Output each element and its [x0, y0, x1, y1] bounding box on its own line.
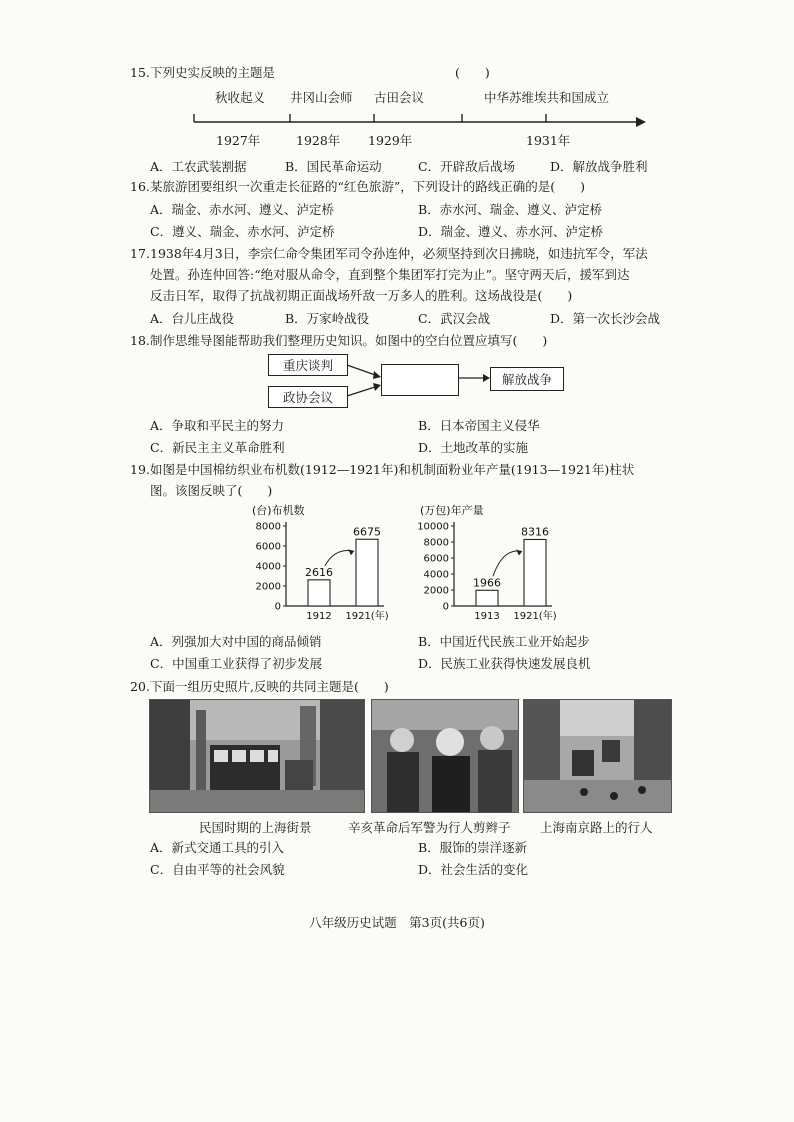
question-stem-line: 如图是中国棉纺织业布机数(1912—1921年)和机制面粉业年产量(1913—1921年)柱状 [150, 462, 635, 477]
timeline-axis [190, 104, 650, 134]
x-tick-label: 1921(年) [345, 611, 389, 622]
mindmap-box-zhengxie: 政协会议 [268, 386, 348, 408]
question-stem: 下列史实反映的主题是 [150, 65, 276, 80]
question-number: 16. [130, 179, 150, 194]
mindmap-box-jiefang: 解放战争 [490, 367, 564, 391]
bar [524, 539, 546, 606]
option-c: C．自由平等的社会风貌 [150, 862, 285, 877]
y-axis-label: (台)布机数 [252, 504, 305, 517]
trend-arrowhead [348, 549, 354, 555]
option-a: A．瑞金、赤水河、遵义、泸定桥 [150, 202, 335, 217]
y-tick-label: 6000 [423, 553, 449, 565]
option-d: D．社会生活的变化 [418, 862, 529, 877]
trend-arrowhead [516, 549, 522, 555]
timeline-year: 1927年 [216, 133, 261, 148]
mindmap-box-chongqing: 重庆谈判 [268, 354, 348, 376]
option-b: B．赤水河、瑞金、遵义、泸定桥 [418, 202, 603, 217]
timeline-event: 秋收起义 [215, 90, 266, 105]
option-a: A．新式交通工具的引入 [150, 840, 285, 855]
trend-arrow [493, 551, 522, 576]
y-tick-label: 8000 [255, 521, 281, 533]
x-tick-label: 1912 [306, 611, 332, 622]
option-a: A．工农武装割据 [150, 159, 247, 174]
question-stem-line: 处置。孙连仲回答:“绝对服从命令，直到整个集团军打完为止”。坚守两天后，援军到达 [150, 267, 630, 282]
question-18 [130, 330, 680, 351]
option-c: C．遵义、瑞金、赤水河、泸定桥 [150, 224, 335, 239]
question-stem: 制作思维导图能帮助我们整理历史知识。如图中的空白位置应填写( ) [150, 333, 548, 348]
question-number: 19. [130, 462, 150, 477]
x-tick-label: 1913 [474, 611, 500, 622]
y-tick-label: 2000 [423, 585, 449, 597]
option-b: B．服饰的崇洋逐新 [418, 840, 528, 855]
y-tick-label: 2000 [255, 581, 281, 593]
mindmap-arrows [346, 360, 492, 404]
option-c: C．武汉会战 [418, 311, 491, 326]
option-b: B．国民革命运动 [285, 159, 382, 174]
question-15 [130, 62, 680, 83]
question-16 [130, 176, 680, 197]
question-19 [130, 459, 680, 501]
question-17 [130, 243, 680, 306]
bar [476, 590, 498, 606]
page-footer: 八年级历史试题 第3页(共6页) [309, 915, 485, 930]
data-label: 8316 [521, 525, 549, 539]
y-tick-label: 0 [442, 601, 449, 613]
question-stem: 下面一组历史照片,反映的共同主题是( ) [150, 679, 389, 694]
question-number: 18. [130, 333, 150, 348]
y-tick-label: 4000 [423, 569, 449, 581]
bar-chart-looms [240, 500, 420, 626]
option-a: A．争取和平民主的努力 [150, 418, 285, 433]
photo-queue-cutting [371, 699, 519, 813]
photo-caption: 上海南京路上的行人 [540, 820, 653, 835]
photo-caption: 辛亥革命后军警为行人剪辫子 [348, 820, 511, 835]
option-d: D．瑞金、遵义、赤水河、泸定桥 [418, 224, 604, 239]
question-stem-line: 反击日军，取得了抗战初期正面战场歼敌一万多人的胜利。这场战役是( ) [150, 288, 573, 303]
bar [356, 539, 378, 606]
question-number: 20. [130, 679, 150, 694]
option-c: C．中国重工业获得了初步发展 [150, 656, 323, 671]
timeline-event: 中华苏维埃共和国成立 [484, 90, 610, 105]
y-axis-label: (万包)年产量 [420, 504, 484, 517]
option-b: B．日本帝国主义侵华 [418, 418, 540, 433]
y-tick-label: 6000 [255, 541, 281, 553]
question-20 [130, 676, 680, 697]
data-label: 2616 [305, 565, 333, 579]
y-tick-label: 10000 [417, 521, 449, 533]
y-tick-label: 0 [274, 601, 281, 613]
timeline-event: 井冈山会师 [290, 90, 353, 105]
photo-nanjing-road [523, 699, 672, 813]
x-tick-label: 1921(年) [513, 611, 557, 622]
y-tick-label: 4000 [255, 561, 281, 573]
bar-chart-flour [408, 500, 588, 626]
data-label: 6675 [353, 525, 381, 539]
timeline-event: 古田会议 [374, 90, 425, 105]
question-stem: 某旅游团要组织一次重走长征路的“红色旅游”，下列设计的路线正确的是( ) [150, 179, 586, 194]
timeline-year: 1929年 [368, 133, 413, 148]
photo-shanghai-street [149, 699, 365, 813]
option-c: C．新民主主义革命胜利 [150, 440, 285, 455]
timeline-year: 1928年 [296, 133, 341, 148]
question-number: 17. [130, 246, 150, 261]
data-label: 1966 [473, 576, 501, 590]
question-stem-line: 图。该图反映了( ) [150, 483, 273, 498]
option-d: D．解放战争胜利 [550, 159, 648, 174]
question-stem-line: 1938年4月3日，李宗仁命令集团军司令孙连仲，必须坚持到次日拂晓，如违抗军令，军法 [150, 246, 648, 261]
bar [308, 580, 330, 606]
timeline-year: 1931年 [526, 133, 571, 148]
option-a: A．列强加大对中国的商品倾销 [150, 634, 322, 649]
option-b: B．万家岭战役 [285, 311, 370, 326]
option-d: D．第一次长沙会战 [550, 311, 661, 326]
photo-caption: 民国时期的上海街景 [199, 820, 312, 835]
question-number: 15. [130, 65, 150, 80]
y-tick-label: 8000 [423, 537, 449, 549]
option-c: C．开辟敌后战场 [418, 159, 516, 174]
option-a: A．台儿庄战役 [150, 311, 235, 326]
option-d: D．民族工业获得快速发展良机 [418, 656, 591, 671]
answer-paren: ( ) [455, 65, 490, 80]
trend-arrow [325, 551, 354, 566]
option-b: B．中国近代民族工业开始起步 [418, 634, 590, 649]
option-d: D．土地改革的实施 [418, 440, 529, 455]
